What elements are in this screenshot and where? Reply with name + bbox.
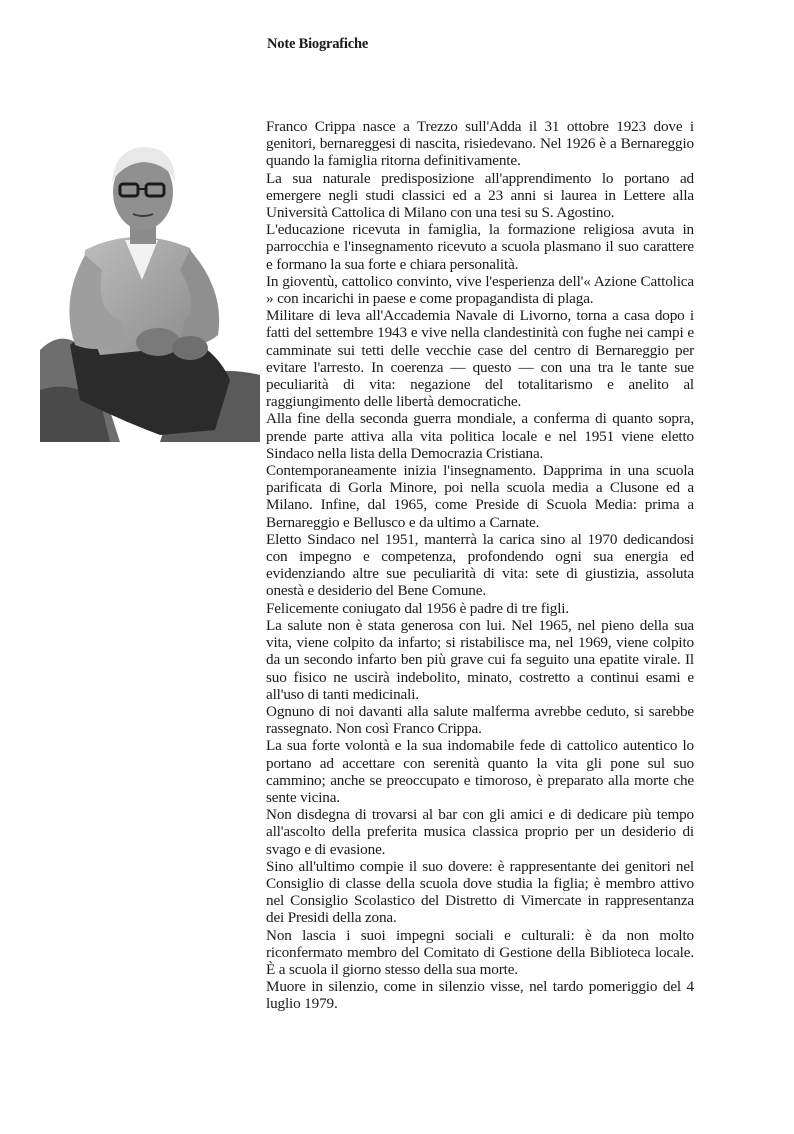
paragraph: Felicemente coniugato dal 1956 è padre di tre figli. — [266, 599, 570, 617]
paragraph: Sino all'ultimo compie il suo dovere: è rappresentante dei genitori nel Consiglio di classe della scuola dove studia la figlia; è membro attivo nel Consiglio Scolastico del Distretto di Vimercate in rappresentanza dei Presidi della zona. — [266, 857, 694, 927]
paragraph: Contemporaneamente inizia l'insegnamento. Dapprima in una scuola parificata di Gorla Minore, poi nella scuola media a Clusone ed a Milano. Infine, dal 1965, come Preside di Scuola Media: prima a Bernareggio e Bellusco e da ultimo a Carnate. — [266, 462, 694, 531]
paragraph: La salute non è stata generosa con lui. Nel 1965, nel pieno della sua vita, viene colpito da infarto; si ristabilisce ma, nel 1969, viene colpito da un secondo infarto ben più grave cui fa seguito una epatite virale. Il suo fisico ne uscirà indebolito, minato, costretto a continui esami e all'uso di tanti medicinali. — [266, 616, 694, 703]
paragraph: Non lascia i suoi impegni sociali e culturali: è da non molto riconfermato membro del Comitato di Gestione della Biblioteca locale. È a scuola il giorno stesso della sua morte. — [266, 926, 694, 978]
paragraph: Militare di leva all'Accademia Navale di Livorno, torna a casa dopo i fatti del settembre 1943 e vive nella clandestinità con fughe nei campi e camminate sui tetti delle vecchie case del centro di Bernareggio per evitare l'arresto. In coerenza — questo — con una tra le tante sue peculiarità di vita: negazione del totalitarismo e anelito al raggiungimento delle libertà democratiche. — [266, 307, 694, 411]
portrait-photo — [40, 130, 260, 442]
paragraph: Eletto Sindaco nel 1951, manterrà la carica sino al 1970 dedicandosi con impegno e competenza, profondendo ogni sua energia ed evidenziando altre sue peculiarità di vita: sete di giustizia, assoluta onestà e desiderio del Bene Comune. — [266, 530, 694, 600]
paragraph: Alla fine della seconda guerra mondiale, a conferma di quanto sopra, prende parte attiva alla vita politica locale e nel 1951 viene eletto Sindaco nella lista della Democrazia Cristiana. — [266, 410, 694, 462]
paragraph: Muore in silenzio, come in silenzio visse, nel tardo pomeriggio del 4 luglio 1979. — [266, 978, 694, 1013]
paragraph: In gioventù, cattolico convinto, vive l'esperienza dell'« Azione Cattolica » con incarichi in paese e come propagandista di plaga. — [266, 272, 694, 308]
paragraph: La sua naturale predisposizione all'apprendimento lo portano ad emergere negli studi classici ed a 23 anni si laurea in Lettere alla Università Cattolica di Milano con una tesi su S. Agostino. — [266, 169, 694, 222]
paragraph: Ognuno di noi davanti alla salute malferma avrebbe ceduto, si sarebbe rassegnato. Non così Franco Crippa. — [266, 702, 694, 738]
biography-text — [266, 118, 694, 1013]
portrait-illustration — [40, 130, 260, 442]
paragraph: La sua forte volontà e la sua indomabile fede di cattolico autentico lo portano ad accettare con serenità quanto la vita gli pone sul suo cammino; anche se preoccupato e timoroso, è preparato alla morte che sente vicina. — [266, 737, 694, 806]
page-title: Note Biografiche — [267, 36, 369, 52]
paragraph: Non disdegna di trovarsi al bar con gli amici e di dedicare più tempo all'ascolto della preferita musica classica proprio per un desiderio di svago e di evasione. — [266, 806, 694, 858]
paragraph: Franco Crippa nasce a Trezzo sull'Adda il 31 ottobre 1923 dove i genitori, bernareggesi di nascita, risiedevano. Nel 1926 è a Bernareggio quando la famiglia ritorna definitivamente. — [266, 118, 694, 170]
paragraph: L'educazione ricevuta in famiglia, la formazione religiosa avuta in parrocchia e l'insegnamento ricevuto a scuola plasmano il suo carattere e formano la sua forte e chiara personalità. — [266, 221, 694, 273]
